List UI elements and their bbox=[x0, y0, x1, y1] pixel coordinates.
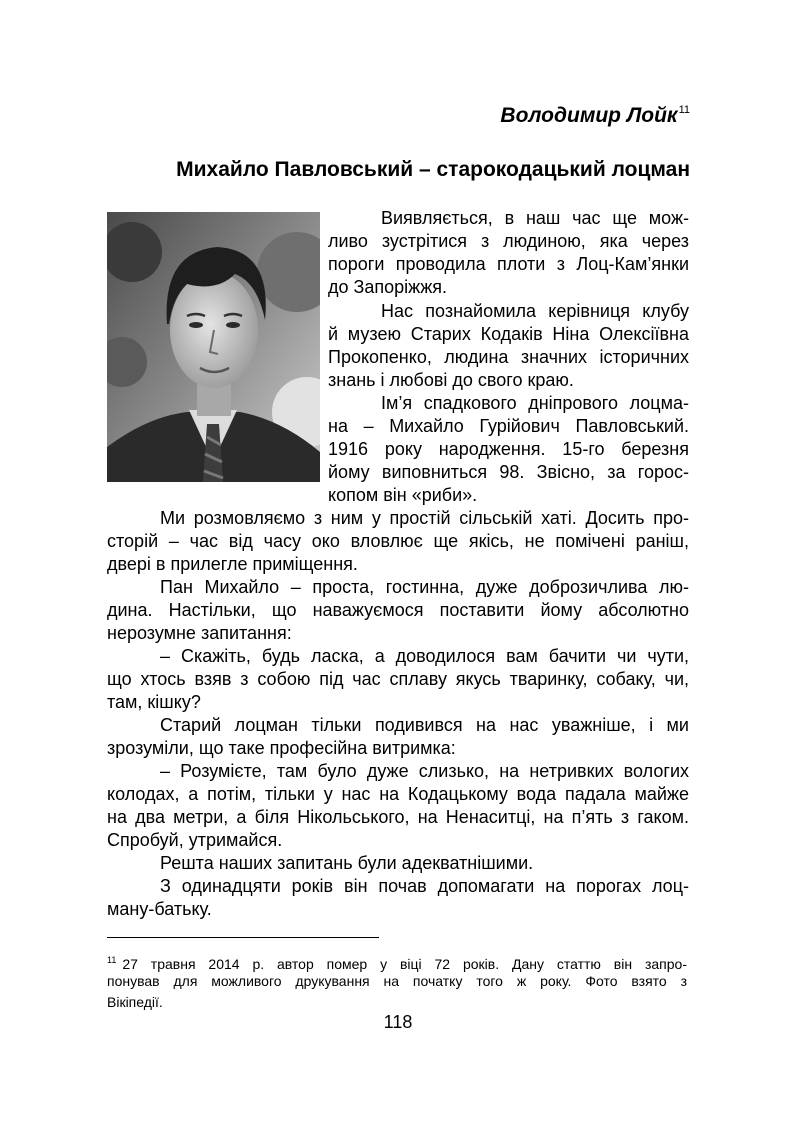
footnote-line: понував для можливого друкування на початку того ж року. Фото взято з bbox=[107, 973, 687, 989]
body-line: нерозумне запитання: bbox=[107, 623, 292, 643]
footnote-line bbox=[107, 951, 687, 974]
body-line: – Розумієте, там було дуже слизько, на нетривких вологих bbox=[160, 761, 689, 781]
body-line: на два метри, а біля Нікольського, на Ненаситці, на п’ять з гаком. bbox=[107, 807, 689, 827]
author-name-text: Володимир Лойк bbox=[500, 104, 678, 127]
author-name bbox=[500, 104, 690, 128]
article-title: Михайло Павловський – старокодацький лоцман bbox=[176, 158, 690, 181]
body-line: 1916 року народження. 15-го березня bbox=[328, 439, 689, 459]
body-line: на – Михайло Гурійович Павловський. bbox=[328, 416, 689, 436]
body-line: й музею Старих Кодаків Ніна Олексіївна bbox=[328, 324, 689, 344]
body-line: – Скажіть, будь ласка, а доводилося вам бачити чи чути, bbox=[160, 646, 689, 666]
body-line: зрозуміли, що таке професійна витримка: bbox=[107, 738, 456, 758]
body-line: Виявляється, в наш час ще мож- bbox=[381, 208, 689, 228]
page-number: 118 bbox=[383, 1012, 413, 1032]
body-line: пороги проводила плоти з Лоц-Кам’янки bbox=[328, 254, 689, 274]
footnote-text: 27 травня 2014 р. автор помер у віці 72 років. Дану статтю він запро- bbox=[122, 956, 687, 972]
body-line: ману-батьку. bbox=[107, 899, 212, 919]
body-line: йому виповниться 98. Звісно, за горос- bbox=[328, 462, 689, 482]
footnote-separator bbox=[107, 937, 379, 938]
body-line: Спробуй, утримайся. bbox=[107, 830, 283, 850]
portrait-photo bbox=[107, 212, 320, 482]
body-line: знань і любові до свого краю. bbox=[328, 370, 574, 390]
body-line: З одинадцяти років він почав допомагати на порогах лоц- bbox=[160, 876, 689, 896]
portrait-illustration bbox=[107, 212, 320, 482]
body-line: Ім’я спадкового дніпрового лоцма- bbox=[381, 393, 689, 413]
body-line: що хтось взяв з собою під час сплаву якусь тваринку, собаку, чи, bbox=[107, 669, 689, 689]
body-line: двері в прилегле приміщення. bbox=[107, 554, 358, 574]
body-line: Решта наших запитань були адекватнішими. bbox=[160, 853, 534, 873]
body-line: до Запоріжжя. bbox=[328, 277, 447, 297]
body-line: Нас познайомила керівниця клубу bbox=[381, 301, 689, 321]
body-line: Пан Михайло – проста, гостинна, дуже доброзичлива лю- bbox=[160, 577, 689, 597]
footnote-ref-marker: 11 bbox=[678, 104, 690, 116]
footnote-line: Вікіпедії. bbox=[107, 994, 163, 1010]
body-line: там, кішку? bbox=[107, 692, 201, 712]
body-line: Ми розмовляємо з ним у простій сільській хаті. Досить про- bbox=[160, 508, 689, 528]
body-line: ливо зустрітися з людиною, яка через bbox=[328, 231, 689, 251]
body-line: копом він «риби». bbox=[328, 485, 478, 505]
body-line: дина. Настільки, що наважуємося поставити йому абсолютно bbox=[107, 600, 689, 620]
body-line: Прокопенко, людина значних історичних bbox=[328, 347, 689, 367]
body-line: Старий лоцман тільки подивився на нас уважніше, і ми bbox=[160, 715, 689, 735]
body-line: сторій – час від часу око вловлює ще якісь, не помічені раніш, bbox=[107, 531, 689, 551]
body-line: колодах, а потім, тільки у нас на Кодацькому вода падала майже bbox=[107, 784, 689, 804]
footnote-number: 11 bbox=[107, 955, 117, 965]
